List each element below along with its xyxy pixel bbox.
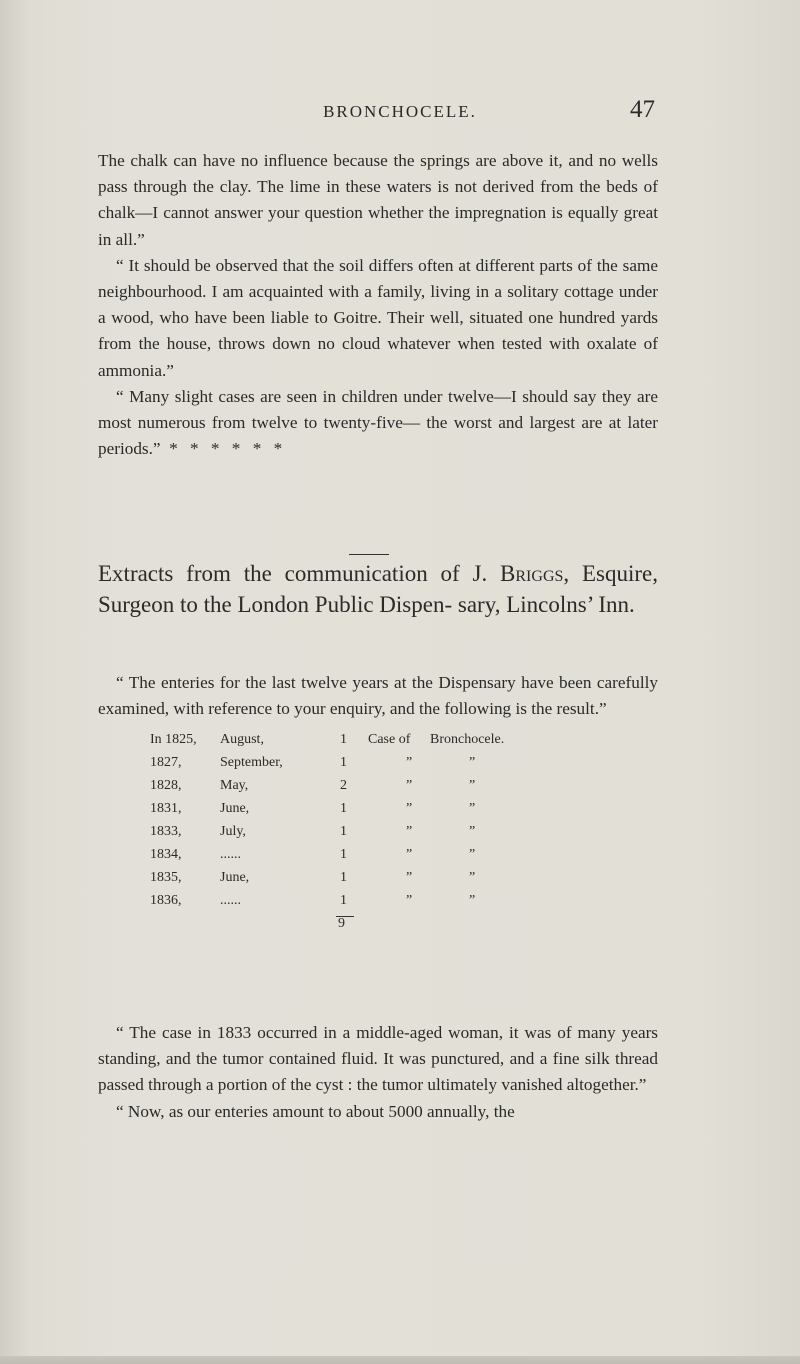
- table-row: [150, 755, 670, 778]
- heading-name: Briggs: [500, 561, 564, 586]
- table-row: [150, 801, 670, 824]
- ditto-mark: ”: [469, 870, 476, 885]
- paragraph: “ The case in 1833 occurred in a middle-aged woman, it was of many years standing, and the tumor contained fluid. It was punctured, and a fine silk thread passed through a portion of the cyst : the tumor ultimately vanished altogether.”: [98, 1023, 658, 1095]
- year-cell: In 1825,: [150, 732, 197, 747]
- month-cell: June,: [220, 870, 250, 885]
- month-cell: September,: [220, 755, 283, 770]
- paragraph: “ The enteries for the last twelve years at the Dispensary have been carefully examined, with reference to your enquiry, and the following is the result.”: [98, 673, 658, 719]
- paragraph: “ It should be observed that the soil differs often at different parts of the same neighbourhood. I am acquainted with a family, living in a solitary cottage under a wood, who have been liable to Goitre. Their well, situated one hundred yards from the house, throws down no cloud whatever when tested with oxalate of ammonia.”: [98, 255, 658, 380]
- year-cell: 1834,: [150, 847, 182, 862]
- table-row: [150, 870, 670, 893]
- month-cell: ......: [220, 847, 241, 862]
- count-cell: 1: [340, 893, 347, 908]
- page-edge: [0, 1356, 800, 1364]
- month-cell: ......: [220, 893, 241, 908]
- ditto-mark: ”: [406, 778, 413, 793]
- heading-text: , Esquire, Surgeon to the London Public Dispen- sary, Lincolns’ Inn.: [98, 561, 658, 617]
- disease-cell: Bronchocele.: [430, 732, 505, 747]
- month-cell: May,: [220, 778, 249, 793]
- section-heading: [98, 558, 658, 620]
- page-number: 47: [630, 96, 655, 123]
- table-row: [150, 893, 670, 916]
- count-cell: 1: [340, 732, 347, 747]
- count-cell: 1: [340, 870, 347, 885]
- page-header: [0, 96, 800, 136]
- ditto-mark: ”: [406, 824, 413, 839]
- count-cell: 1: [340, 847, 347, 862]
- year-cell: 1835,: [150, 870, 182, 885]
- paragraph: “ Now, as our enteries amount to about 5000 annually, the: [116, 1101, 515, 1121]
- count-cell: 2: [340, 778, 347, 793]
- table-total-row: [150, 916, 670, 939]
- ditto-mark: ”: [469, 778, 476, 793]
- ditto-mark: ”: [406, 847, 413, 862]
- ditto-mark: ”: [406, 755, 413, 770]
- ditto-mark: ”: [406, 801, 413, 816]
- ditto-mark: ”: [406, 870, 413, 885]
- table-row: [150, 732, 670, 755]
- paragraph: [98, 384, 658, 463]
- count-cell: 1: [340, 824, 347, 839]
- intro-text: [98, 670, 658, 722]
- year-cell: 1836,: [150, 893, 182, 908]
- body-text-bottom: [98, 1020, 658, 1125]
- year-cell: 1828,: [150, 778, 182, 793]
- ditto-mark: ”: [469, 824, 476, 839]
- ditto-mark: ”: [469, 847, 476, 862]
- count-cell: 1: [340, 801, 347, 816]
- paragraph: The chalk can have no influence because the springs are above it, and no wells pass through the clay. The lime in these waters is not derived from the beds of chalk—I cannot answer your question whether the impregnation is equally great in all.”: [98, 151, 658, 249]
- month-cell: July,: [220, 824, 246, 839]
- cases-table: [150, 732, 670, 939]
- table-row: [150, 824, 670, 847]
- count-cell: 1: [340, 755, 347, 770]
- running-title: BRONCHOCELE.: [323, 102, 477, 121]
- table-row: [150, 778, 670, 801]
- year-cell: 1833,: [150, 824, 182, 839]
- table-row: [150, 847, 670, 870]
- year-cell: 1827,: [150, 755, 182, 770]
- ditto-mark: ”: [469, 755, 476, 770]
- body-text-top: [98, 148, 658, 462]
- asterisks: * * * * * *: [169, 439, 287, 459]
- month-cell: August,: [220, 732, 264, 747]
- ditto-mark: ”: [469, 801, 476, 816]
- month-cell: June,: [220, 801, 250, 816]
- case-cell: Case of: [368, 732, 411, 747]
- heading-text: Extracts from the communication of J.: [98, 561, 501, 586]
- paragraph-text: “ Many slight cases are seen in children under twelve—I should say they are most numerous from twelve to twenty-five— the worst and largest are at later periods.”: [98, 386, 658, 459]
- year-cell: 1831,: [150, 801, 182, 816]
- total-cell: 9: [338, 916, 345, 931]
- ditto-mark: ”: [469, 893, 476, 908]
- section-divider: [349, 554, 389, 555]
- ditto-mark: ”: [406, 893, 413, 908]
